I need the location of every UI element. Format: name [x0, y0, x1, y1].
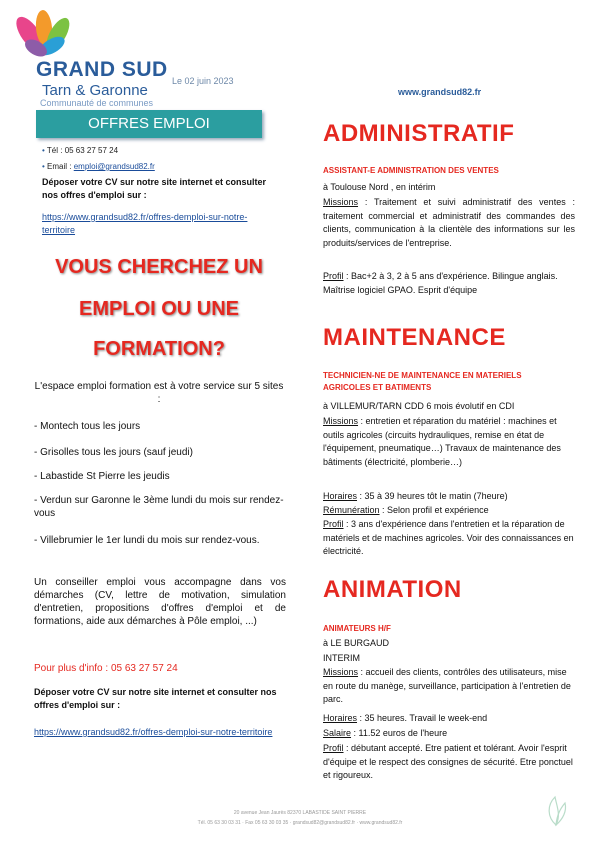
profil-text: : 3 ans d'expérience dans l'entretien et la réparation de matériels et de machines agricoles. Voir des connaissances en électricité.	[323, 519, 574, 556]
promo-line-1: VOUS CHERCHEZ UN	[55, 256, 263, 278]
site-item: - Labastide St Pierre les jeudis	[34, 471, 170, 482]
remu-text: : Selon profil et expérience	[379, 505, 489, 515]
profil-label: Profil	[323, 271, 344, 281]
profil-label: Profil	[323, 743, 344, 753]
promo-line-3: FORMATION?	[93, 338, 225, 360]
leaf-logo-icon	[543, 795, 569, 827]
email-label: Email :	[47, 162, 72, 171]
promo-line-2: EMPLOI OU UNE	[78, 298, 239, 320]
horaires-label: Horaires	[323, 713, 358, 723]
horaires-text: : 35 à 39 heures tôt le matin (7heure)	[357, 491, 508, 501]
job-profil	[323, 742, 575, 783]
cv-url-link-2[interactable]: https://www.grandsud82.fr/offres-demploi-sur-notre-territoire	[34, 727, 273, 737]
footer-address: 20 avenue Jean Jaurès 82370 LABASTIDE SAINT PIERRE	[233, 810, 367, 816]
missions-label: Missions	[323, 667, 359, 677]
conseiller-paragraph: Un conseiller emploi vous accompagne dans vos démarches (CV, lettre de motivation, simulation d'entretien, propositions d'offres d'emploi et de formations, aide aux démarches à Pôle emploi, ...)	[34, 577, 286, 627]
category-maintenance: MAINTENANCE	[323, 324, 506, 351]
profil-text: : débutant accepté. Etre patient et tolérant. Avoir l'esprit d'équipe et le respect des consignes de sécurité. Etre ponctuel et rigoureux.	[323, 743, 573, 780]
missions-label: Missions	[323, 416, 359, 426]
horaires-label: Horaires	[323, 491, 358, 501]
job-title-assistant: ASSISTANT-E ADMINISTRATION DES VENTES	[323, 166, 499, 175]
job-contract: INTERIM	[323, 653, 360, 663]
job-title-technicien: TECHNICIEN-NE DE MAINTENANCE EN MATERIELS AGRICOLES ET BATIMENTS	[323, 371, 522, 392]
job-horaires	[323, 712, 575, 726]
missions-text: : Traitement et suivi administratif des ventes : traitement commercial et administratif des commandes des clients, communication à la clientèle des informations sur les produits/services de l'entreprise.	[323, 197, 575, 248]
site-item: - Montech tous les jours	[34, 421, 141, 432]
cv-instructions-2: Déposer votre CV sur notre site internet et consulter nos offres d'emploi sur :	[34, 687, 277, 710]
document-date: Le 02 juin 2023	[172, 76, 234, 86]
contact-email: • Email : emploi@grandsud82.fr	[42, 162, 155, 171]
category-administratif: ADMINISTRATIF	[323, 120, 515, 147]
site-item: - Verdun sur Garonne le 3ème lundi du mois sur rendez-vous	[34, 495, 284, 519]
remu-label: Rémunération	[323, 505, 380, 515]
salaire-label: Salaire	[323, 728, 352, 738]
site-item: - Villebrumier le 1er lundi du mois sur rendez-vous.	[34, 535, 260, 546]
job-title-animateurs: ANIMATEURS H/F	[323, 624, 391, 633]
salaire-text: : 11.52 euros de l'heure	[351, 728, 448, 738]
website-link[interactable]: www.grandsud82.fr	[398, 87, 482, 97]
brand-tagline: Communauté de communes	[40, 98, 154, 108]
job-location: à LE BURGAUD	[323, 638, 390, 648]
brand-name: GRAND SUD	[36, 58, 168, 81]
email-link[interactable]: emploi@grandsud82.fr	[73, 162, 155, 171]
job-salaire	[323, 727, 575, 741]
tel-label: Tél :	[46, 146, 63, 155]
cv-url-link[interactable]: https://www.grandsud82.fr/offres-demploi-sur-notre-territoire	[42, 212, 248, 235]
job-profil	[323, 518, 575, 559]
missions-text: : entretien et réparation du matériel : machines et outils agricoles (circuits hydrauliques, remise en état de l'équipement, pneumatique…) Travaux de maintenance des bâtiments (électricité, plomberie…)	[323, 416, 561, 467]
job-profil	[323, 270, 575, 297]
job-location: à VILLEMUR/TARN CDD 6 mois évolutif en CDI	[323, 401, 515, 411]
profil-text: : Bac+2 à 3, 2 à 5 ans d'expérience. Bilingue anglais. Maîtrise logiciel GPAO. Esprit d'équipe	[323, 271, 558, 295]
profil-label: Profil	[323, 519, 344, 529]
cv-instructions: Déposer votre CV sur notre site internet et consulter nos offres d'emploi sur :	[42, 177, 267, 200]
job-missions	[323, 196, 575, 250]
brand-subtitle: Tarn & Garonne	[42, 82, 148, 99]
missions-label: Missions	[323, 197, 359, 207]
job-horaires	[323, 490, 575, 504]
plus-info: Pour plus d'info : 05 63 27 57 24	[34, 663, 178, 674]
site-item: - Grisolles tous les jours (sauf jeudi)	[34, 447, 193, 458]
espace-intro: L'espace emploi formation est à votre service sur 5 sites :	[34, 381, 284, 405]
job-location: à Toulouse Nord , en intérim	[323, 182, 436, 192]
missions-text: : accueil des clients, contrôles des utilisateurs, mise en route du manège, surveillance, participation à l'entretien de parc.	[323, 667, 571, 704]
horaires-text: : 35 heures. Travail le week-end	[357, 713, 488, 723]
footer-contact: Tél. 05 63 30 03 31 · Fax 05 63 30 03 35 · grandsud82@grandsud82.fr · www.grandsud82.fr	[197, 820, 403, 826]
job-remuneration	[323, 504, 575, 518]
job-missions	[323, 666, 575, 707]
category-animation: ANIMATION	[323, 576, 462, 603]
offres-emploi-banner: OFFRES EMPLOI	[36, 110, 262, 138]
job-missions	[323, 415, 575, 469]
contact-tel: • Tél : 05 63 27 57 24	[42, 146, 119, 155]
tel-value: 05 63 27 57 24	[64, 146, 119, 155]
